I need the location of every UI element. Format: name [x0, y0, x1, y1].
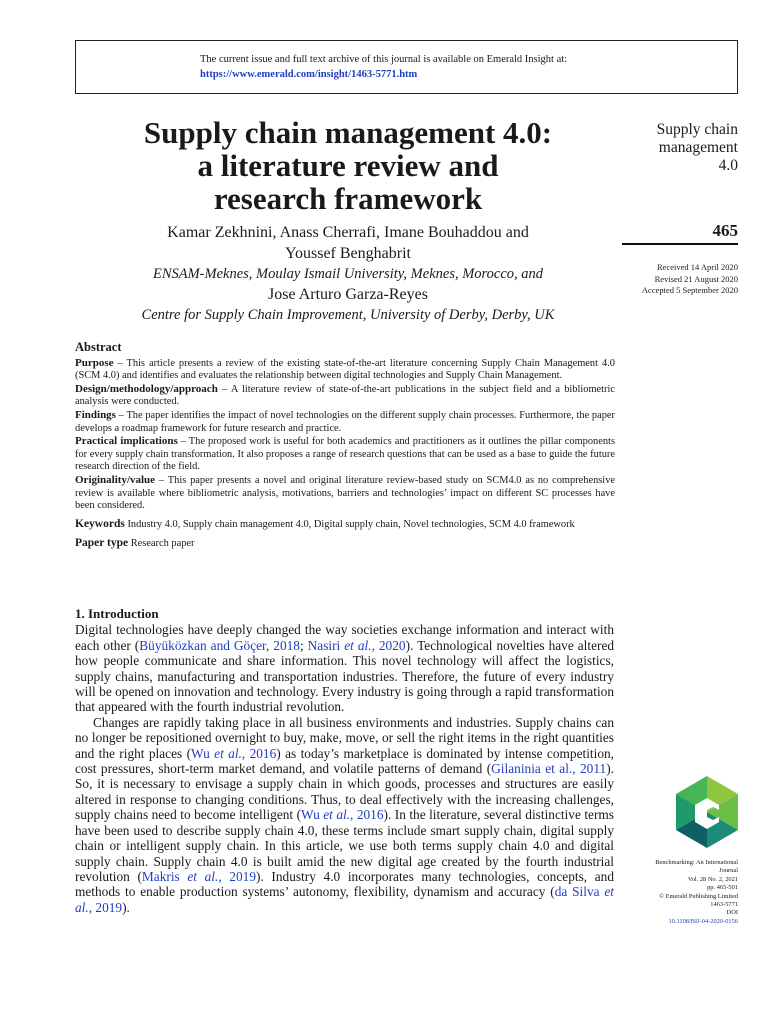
body-text: Changes are rapidly taking place in all business environments and industries. Supply chains can no longer be repositioned overnight to buy, make, move, or sell the right items in the right quantities and the right places ( [75, 714, 614, 761]
running-title-line-1: Supply chain [656, 121, 738, 138]
archive-notice-text: The current issue and full text archive of this journal is available on Emerald Insight at: [200, 54, 568, 65]
body-text: ) as today’s marketplace is dominated by intense competition, cost pressures, short-term market demand, and volatile patterns of demand ( [75, 745, 614, 777]
intro-paragraph-1 [75, 622, 614, 714]
journal-name-line-2: Journal [719, 867, 738, 875]
abstract-purpose [75, 357, 615, 383]
body-text: ). Industry 4.0 incorporates many technologies, concepts, and methods to enable production systems’ autonomy, flexibility, dynamism and accuracy ( [75, 868, 614, 900]
doi-link[interactable]: 10.1108/BIJ-04-2020-0156 [668, 917, 738, 925]
doi-line [600, 909, 738, 926]
title-line-2: a literature review and [197, 148, 499, 183]
article-title [75, 116, 621, 215]
article-history [600, 262, 738, 297]
design-label: Design/methodology/approach [75, 382, 218, 395]
authors-line-2: Youssef Benghabrit [285, 244, 411, 262]
citation-link[interactable]: , 2016 [241, 745, 277, 761]
issn: 1463-5771 [710, 901, 738, 909]
affiliation-1: ENSAM-Meknes, Moulay Ismail University, Meknes, Morocco, and [152, 266, 544, 282]
citation-link[interactable]: , 2016 [350, 807, 384, 823]
citation-link[interactable]: , 2019 [88, 899, 123, 915]
section-heading: 1. Introduction [75, 606, 159, 621]
citation-link[interactable]: Gilaninia et al., 2011 [491, 761, 607, 777]
citation-link[interactable]: da Silva [554, 884, 605, 900]
originality-label: Originality/value [75, 473, 156, 486]
body-text: ). Technological novelties have altered how people communicate and share information. This novel technology will affect the logistics, supply chains, manufacturing and transportation industries. Therefore, the future of every industry will be opened on innovation and technology. Every industry is going through a rapid transformation that appeared with the fourth industrial revolution. [75, 637, 615, 715]
side-divider [622, 243, 738, 245]
author-block [75, 223, 621, 326]
paper-type-text: Research paper [128, 538, 195, 550]
citation-link[interactable]: Nasiri [307, 637, 345, 653]
citation-link[interactable]: et al. [187, 868, 219, 884]
volume-issue: Vol. 28 No. 2, 2021 [687, 875, 738, 883]
emerald-hexagon-logo-icon [676, 776, 738, 848]
received-date: Received 14 April 2020 [657, 262, 738, 272]
body-text: ). In the literature, several distinctive terms have been used to describe supply chain 4.0, these terms include smart supply chain, digital supply chain or intelligent supply chain. In this article, we use both terms supply chain 4.0 and digital supply chain. Supply chain 4.0 is built amid the new digital age created by the fourth industrial revolution ( [75, 807, 614, 884]
abstract-keywords [75, 518, 615, 532]
running-title-line-3: 4.0 [718, 157, 738, 174]
abstract-findings [75, 409, 615, 435]
running-title [622, 121, 738, 175]
affiliation-2: Centre for Supply Chain Improvement, University of Derby, Derby, UK [141, 307, 555, 323]
citation-link[interactable]: Wu [191, 745, 215, 761]
authors-line-3: Jose Arturo Garza-Reyes [268, 285, 428, 303]
page-range: pp. 465-501 [707, 884, 738, 892]
citation-link[interactable]: et al. [75, 884, 614, 915]
journal-archive-link[interactable]: https://www.emerald.com/insight/1463-5771.htm [200, 69, 418, 80]
practical-text: – The proposed work is useful for both academics and practitioners as it outlines the pillar components for every supply chain transformation. It also proposes a range of research questions that can be used as a base to guide the future research direction of the field. [75, 436, 615, 473]
findings-text: – The paper identifies the impact of novel technologies on the different supply chain processes. Furthermore, the paper develops a roadmap framework for future research and practice. [75, 409, 615, 434]
accepted-date: Accepted 5 September 2020 [641, 285, 738, 295]
abstract-heading: Abstract [75, 340, 122, 354]
citation-link[interactable]: Makris [141, 868, 188, 884]
citation-link[interactable]: et al. [323, 807, 351, 823]
body-text: Digital technologies have deeply changed the way societies exchange information and interact with each other ( [75, 622, 614, 653]
abstract-section [75, 341, 615, 551]
abstract-practical [75, 435, 615, 474]
abstract-originality [75, 474, 615, 513]
introduction-section [75, 606, 614, 915]
citation-link[interactable]: Büyüközkan and Göçer, 2018 [139, 637, 300, 653]
archive-notice-box [75, 40, 738, 94]
practical-label: Practical implications [75, 435, 178, 448]
paper-type-label: Paper type [75, 537, 129, 550]
keywords-text: Industry 4.0, Supply chain management 4.0, Digital supply chain, Novel technologies, SCM 4.0 framework [124, 518, 575, 530]
title-line-1: Supply chain management 4.0: [143, 115, 553, 150]
body-text: ). [122, 899, 130, 915]
citation-link[interactable]: Wu [301, 807, 324, 823]
keywords-label: Keywords [75, 517, 125, 530]
revised-date: Revised 21 August 2020 [654, 273, 738, 284]
abstract-design [75, 383, 615, 409]
doi-label: DOI [726, 909, 738, 917]
body-text: ). So, it is necessary to envisage a supply chain in which goods, processes and structures are easily altered in response to changing conditions. Thus, to deal effectively with the increasing challenges, supply chains need to become intelligent ( [75, 761, 614, 823]
purpose-text: – This article presents a review of the existing state-of-the-art literature concerning Supply Chain Management 4.0 (SCM 4.0) and identifies and evaluates the relationship between digital technologies and Supply Chain Management. [75, 357, 615, 382]
purpose-label: Purpose [75, 356, 114, 369]
authors-line-1: Kamar Zekhnini, Anass Cherrafi, Imane Bouhaddou and [167, 224, 529, 241]
abstract-paper-type [75, 537, 615, 551]
intro-paragraph-2 [75, 715, 614, 915]
page-number: 465 [712, 221, 738, 240]
findings-label: Findings [75, 408, 116, 421]
journal-name-line-1: Benchmarking: An International [655, 859, 738, 866]
originality-text: – This paper presents a novel and original literature review-based study on SCM4.0 as no comprehensive review is available where bibliometric analysis, motivations, barriers and technologies’ impact on different SC processes have been considered. [75, 474, 615, 512]
citation-link[interactable]: , 2019 [218, 868, 256, 884]
design-text: – A literature review of state-of-the-art publications in the subject field and a bibliometric analysis were conducted. [75, 383, 615, 408]
citation-link[interactable]: , 2020 [371, 637, 406, 653]
title-line-3: research framework [213, 181, 483, 216]
running-title-line-2: management [658, 139, 738, 156]
body-text: ; [299, 637, 308, 653]
citation-link[interactable]: et al. [214, 745, 242, 761]
copyright: © Emerald Publishing Limited [659, 892, 738, 900]
citation-link[interactable]: et al. [344, 637, 372, 653]
journal-citation-block [600, 859, 738, 926]
